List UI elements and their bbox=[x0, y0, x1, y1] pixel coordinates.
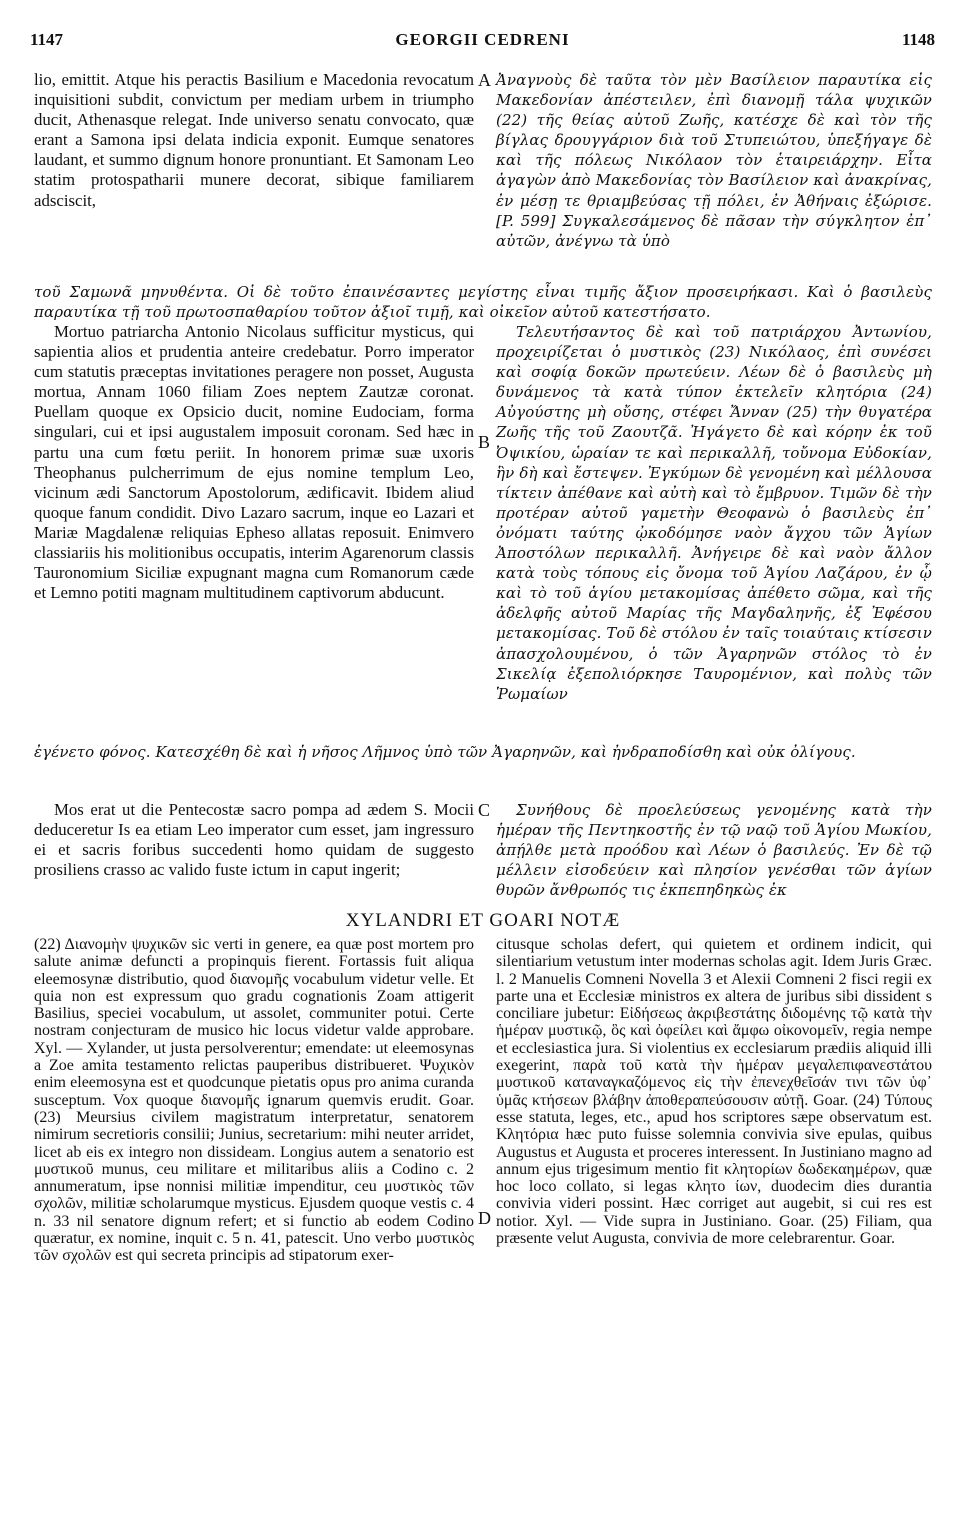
greek-full-width-1 bbox=[34, 282, 932, 322]
greek-fullwidth-paragraph-2: ἐγένετο φόνος. Κατεσχέθη δὲ καὶ ἡ νῆσος Λῆμνος ὑπὸ τῶν Ἀγαρηνῶν, καὶ ἠνδραποδίσθη καὶ οὐκ ὀλίγους. bbox=[34, 743, 856, 761]
page-number-right: 1148 bbox=[901, 30, 935, 49]
notes-left-text: (22) Διανομὴν ψυχικῶν sic verti in genere, ea quæ post mortem pro salute animæ defuncti a propinquis fierent. Fortassis fuit aliqua eleemosynæ distributio, quod διανομῆς vocabulum videtur velle. Et quia non est expressum quo gradu cognationis Zoam attigerit Basilius, speciei vocabulum, ut assolet, communiter potui. Certe nostram conjecturam de musico hic locus videtur valde approbare. Xyl. — Xylander, ut justa persolverentur; emendate: ut eleemosynas a Zoe amita testamento relictas pauperibus distribueret. Ψυχικὸν enim eleemosyna est et quodcunque pietatis opus pro anima curanda susceptum. Vox quoque διανομῆς ignarum quemvis erudit. Goar. (23) Meursius civilem magistratum interpretatur, senatorem nimirum secretioris consilii; Junius, secretarium: mihi neuter arridet, licet ab eis ex integro non dissideam. Longius autem a senatorio est μυστικοῦ munus, ceu militare et militaribus aliis a Codino c. 2 annumeratum, ipse nonnisi militiæ impenditur, ceu μυστικὸς τῶν σχολῶν, militiæ scholarumque mysticus. Ejusdem quoque vestis c. 4 n. 33 nil senatore dignum refert; et si functio ab eodem Codino quæratur, ex nomine, inquit c. 5 n. 41, patescit. Uno verbo μυστικὸς τῶν σχολῶν est qui secreta principis ad stipatorum exer- bbox=[34, 936, 474, 1265]
greek-column-3 bbox=[496, 800, 932, 900]
greek-column-2 bbox=[496, 322, 932, 704]
greek-fullwidth-paragraph-1: τοῦ Σαμωνᾶ μηνυθέντα. Οἱ δὲ τοῦτο ἐπαινέσαντες μεγίστης εἶναι τιμῆς ἄξιον προσειρήκασι. Καὶ ὁ βασιλεὺς παραυτίκα τῇ τοῦ πρωτοσπαθαρίου τοῦτον ἀξιοῖ τιμῇ, καὶ οἰκεῖον αὐτοῦ κατεστήσατο. bbox=[34, 283, 932, 322]
notes-right-column bbox=[496, 936, 932, 1247]
greek-full-width-2 bbox=[34, 742, 932, 762]
margin-letter-d: D bbox=[478, 1208, 491, 1228]
running-title: GEORGII CEDRENI bbox=[395, 30, 570, 49]
greek-paragraph-1: Ἀναγνοὺς δὲ ταῦτα τὸν μὲν Βασίλειον παραυτίκα εἰς Μακεδονίαν ἀπέστειλεν, ἐπὶ διανομῇ τάλα ψυχικῶν (22) τῆς θείας αὐτοῦ Ζωῆς, κατέσχε δὲ καὶ τὸν τῆς βίγλας δρουγγάριον διὰ τοῦ Στυπειώτου, ὑπεξήγαγε δὲ καὶ τῆς πόλεως Νικόλαον τὸν ἑταιρειάρχην. Εἶτα ἀγαγὼν ἀπὸ Μακεδονίας τὸν Βασίλειον καὶ ἀνακρίνας, ἐν μέσῃ τε θριαμβεύσας τῇ πόλει, ἐν Ἀθήναις ἐξώρισε. [P. 599] Συγκαλεσάμενος δὲ πᾶσαν τὴν σύγκλητον ἐπ᾿ αὐτῶν, ἀνέγνω τὰ ὑπὸ bbox=[496, 71, 932, 250]
greek-paragraph-2: Τελευτήσαντος δὲ καὶ τοῦ πατριάρχου Ἀντωνίου, προχειρίζεται ὁ μυστικὸς (23) Νικόλαος, ἐπὶ συνέσει καὶ σοφίᾳ δοκῶν πρωτεύειν. Λέων δὲ ὁ βασιλεὺς μὴ δυνάμενος τὰ κατὰ τύπον ἐκτελεῖν κλητόρια (24) Αὐγούστης μὴ οὔσης, στέφει Ἄνναν (25) τὴν θυγατέρα Ζωῆς τῆς τοῦ Ζαουτζᾶ. Ἠγάγετο δὲ καὶ κόρην ἐκ τοῦ Ὀψικίου, ὡραίαν τε καὶ περικαλλῆ, τοὔνομα Εὐδοκίαν, ἣν δὴ καὶ ἔστεψεν. Ἐγκύμων δὲ γενομένη καὶ μέλλουσα τίκτειν ἀπέθανε καὶ αὐτὴ καὶ τὸ ἔμβρυον. Τιμῶν δὲ τὴν προτέραν αὐτοῦ γαμετὴν Θεοφανὼ ὁ βασιλεὺς ἐπ᾿ ὀνόματι ταύτης ᾠκοδόμησε ναὸν ἄγχου τῶν Ἁγίων Ἀποστόλων περικαλλῆ. Ἀνήγειρε δὲ καὶ ναὸν ἄλλον κατὰ τοὺς τόπους εἰς ὄνομα τοῦ Ἁγίου Λαζάρου, ἐν ᾧ καὶ τὸ τοῦ ἁγίου μετακομίσας ἀπέθετο σῶμα, καὶ τῆς ἀδελφῆς αὐτοῦ Μαρίας τῆς Μαγδαληνῆς, ἐξ Ἐφέσου μετακομίσας. Τοῦ δὲ στόλου ἐν ταῖς τοιαύταις κτίσεσιν ἀπασχολουμένου, ὁ τῶν Ἀγαρηνῶν στόλος τὸ ἐν Σικελίᾳ ἐξεπολιόρκησε Ταυρομένιον, καὶ πολὺς τῶν Ῥωμαίων bbox=[496, 323, 932, 703]
notes-left-column bbox=[34, 936, 474, 1265]
page-number-left: 1147 bbox=[30, 30, 64, 49]
latin-column-3 bbox=[34, 800, 474, 880]
notes-title: XYLANDRI ET GOARI NOTÆ bbox=[345, 910, 621, 931]
margin-letter-b: B bbox=[478, 432, 491, 452]
latin-paragraph-1: lio, emittit. Atque his peractis Basilium e Macedonia revocatum inquisitioni subdit, convictum per mediam urbem in triumpho ducit, Athenasque relegat. Inde universo senatu convocato, quæ erant a Samona ipsi delata indicia exponit. Eumque senatores laudant, et summo dignum honore pronuntiant. Et Samonam Leo statim protospatharii munere decorat, sibique familiarem adsciscit, bbox=[34, 70, 474, 210]
page-header bbox=[30, 30, 935, 56]
greek-paragraph-3: Συνήθους δὲ προελεύσεως γενομένης κατὰ τὴν ἡμέραν τῆς Πεντηκοστῆς ἐν τῷ ναῷ τοῦ Ἁγίου Μωκίου, ἀπῄλθε μετὰ προόδου καὶ Λέων ὁ βασιλεύς. Ἐν δὲ τῷ μέλλειν εἰσοδεύειν καὶ πλησίον γενέσθαι τῶν ἁγίων θυρῶν ἄνθρωπός τις ἐκπεπηδηκὼς ἐκ bbox=[496, 801, 932, 900]
margin-letter-c: C bbox=[478, 800, 491, 820]
greek-column-1 bbox=[496, 70, 932, 251]
latin-paragraph-3: Mos erat ut die Pentecostæ sacro pompa ad ædem S. Mocii deduceretur Is ea etiam Leo imperator cum esset, jam ingressuro ei et sacris foribus succedenti homo quidam de suggesto prosiliens crasso ac valido fuste ictum in caput ingerit; bbox=[34, 800, 474, 880]
latin-column-2 bbox=[34, 322, 474, 603]
latin-column-1 bbox=[34, 70, 474, 211]
margin-letter-a: A bbox=[478, 70, 491, 90]
latin-paragraph-2: Mortuo patriarcha Antonio Nicolaus sufficitur mysticus, qui sapientia alios et prudentia anteire credebatur. Porro imperator cum statutis præceptas invitationes peragere non posset, Augusta mortua, Annam 1060 filiam Zoes neptem Zautzæ coronat. Puellam quoque ex Opsicio ducit, nomine Eudociam, forma singulari, cui et ipsi augustalem imposuit coronam. Sed hæc in partu una cum fœtu periit. In honorem primæ suæ uxoris Theophanus pulcherrimum de ejus nomine templum Leo, vicinum ædi Sanctorum Apostolorum, ædificavit. Ibidem aliud quoque fanum condidit. Divo Lazaro sacrum, inque eo Lazari et Mariæ Magdalenæ reliquias Epheso allatas reposuit. Enimvero classiariis his molitionibus occupatis, interim Agarenorum classis Tauronomium Siciliæ expugnant magna cum Romanorum cæde et Lemno potiti magnam multitudinem captivorum abducunt. bbox=[34, 322, 474, 603]
notes-right-text: citusque scholas defert, qui quietem et ordinem indicit, qui silentiarium vetustum inter modernas scholas agit. Idem Juris Græc. l. 2 Manuelis Comneni Novella 3 et Alexii Comneni 2 fisci regii ex parte una et Ecclesiæ ministros ex altera de juribus sibi dissident s conciliare jubetur: Εἰδήσεως ἀκριβεστάτης διδομένης τῷ κατὰ τὴν ἡμέραν μυστικῷ, ὃς καὶ ὀφείλει καὶ ἄμφω οἰκονομεῖν, regia nempe et ecclesiastica jura. Si violentius ex ecclesiarum prædiis aliquid illi exegerint, παρὰ τοῦ κατὰ τὴν ἡμέραν μεγαλεπιφανεστάτου μυστικοῦ καταναγκαζόμενος εἰς τὴν ἐπενεχθεῖσάν τινι τῶν ὑφ᾿ ὑμᾶς κτήσεων βλάβην ἀποθεραπεύσουσιν αὐτῇ. Goar. (24) Τύπους esse statuta, leges, etc., apud hos scriptores sæpe observatum est. Κλητόρια hæc puto fuisse solemnia convivia sive epulas, quibus Augustus et Augusta et proceres interessent. In Justiniano magno ad annum ejus trigesimum mentio fit κλητορίων δωδεκαημέρων, quæ hoc loco collato, si legas κλητο ίων, duodecim dies durantia convivia videri possint. Hæc corriget aut augebit, si cui res est notior. Xyl. — Vide supra in Justiniano. Goar. (25) Filiam, qua præsente velut Augusta, convivia de more celebrarentur. Goar. bbox=[496, 936, 932, 1248]
